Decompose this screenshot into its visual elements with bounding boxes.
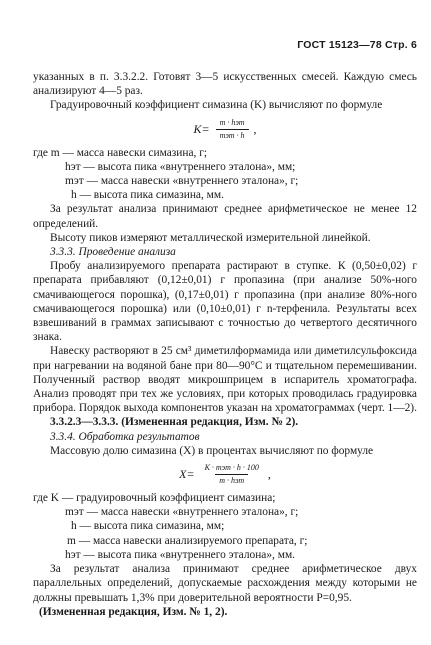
analysis-paragraph: Пробу анализируемого препарата растирают в ступке. К (0,50±0,02) г препарата прибавляют (0,12±0,01) г пропазина (при анализе 50%-ного смачивающегося порошка), (0,17±0,01) г пропазина (при анализе 80%-ного смачивающегося порошка) или (0,10±0,01) г n-терфенила. Результаты всех взвешиваний в граммах записывают с точностью до четвертого десятичного знака. xyxy=(33,260,417,344)
amendment-note-2: (Измененная редакция, Изм. № 1, 2). xyxy=(39,605,228,618)
dissolve-paragraph: Навеску растворяют в 25 см³ диметилформамида или диметилсульфоксида при нагревании на водяной бане при 80—90°С и тщательном перемешивании. Полученный раствор вводят микрошприцем в испаритель хроматографа. Анализ проводят при тех же условиях, при которых проводилась градуировка прибора. Порядок выхода компонентов указан на хроматограммах (черт. 1—2). xyxy=(33,345,417,415)
document-page xyxy=(33,70,417,619)
definition-line: m — масса навески анализируемого препарата, г; xyxy=(67,534,308,547)
result-paragraph-2: За результат анализа принимают среднее арифметическое двух параллельных определений, допускаемые расхождения между которыми не должны превышать 1,3% при доверительной вероятности P=0,95. xyxy=(33,563,417,604)
formula-coefficient-fraction xyxy=(216,118,249,141)
formula-coefficient-denominator: mэт · h xyxy=(216,129,249,141)
formula-mass-fraction-denominator: m · hэт xyxy=(215,474,248,486)
definition-line: mэт — масса навески «внутреннего эталона», г; xyxy=(65,506,299,519)
mass-fraction-paragraph: Массовую долю симазина (X) в процентах вычисляют по формуле xyxy=(50,444,374,457)
definition-line: mэт — масса навески «внутреннего эталона», г; xyxy=(65,175,299,188)
formula-coefficient-lhs: K= xyxy=(193,122,210,136)
intro-paragraph: указанных в п. 3.3.2.2. Готовят 3—5 искусственных смесей. Каждую смесь анализируют 4—5 раз. xyxy=(33,71,417,98)
definition-line: hэт — высота пика «внутреннего эталона», мм. xyxy=(65,548,296,561)
formula-coefficient-numerator: m · hэт xyxy=(219,117,245,127)
height-measure-paragraph: Высоту пиков измеряют металлической измерительной линейкой. xyxy=(50,231,371,244)
formula-mass-fraction-lhs: X= xyxy=(179,467,195,482)
result-paragraph-1: За результат анализа принимают среднее арифметическое не менее 12 определений. xyxy=(33,203,417,230)
definition-line: где K — градуировочный коэффициент симазина; xyxy=(33,492,276,505)
formula-mass-fraction-fraction xyxy=(201,463,263,486)
definition-line: где m — масса навески симазина, г; xyxy=(33,146,208,159)
definition-line: hэт — высота пика «внутреннего эталона», мм; xyxy=(65,160,296,173)
formula-mass-fraction-numerator: K · mэт · h · 100 xyxy=(204,463,259,473)
page-header: ГОСТ 15123—78 Стр. 6 xyxy=(297,39,417,51)
coefficient-paragraph: Градуировочный коэффициент симазина (K) вычисляют по формуле xyxy=(50,99,383,112)
section-heading-3-3-3: 3.3.3. Проведение анализа xyxy=(50,246,176,259)
definition-line: h — высота пика симазина, мм. xyxy=(71,189,224,202)
definition-line: h — высота пика симазина, мм; xyxy=(71,520,225,533)
section-heading-3-3-4: 3.3.4. Обработка результатов xyxy=(50,430,200,443)
formula-coefficient: K= $\frac{\text{m · hэт}}{\text{mэт · h}}$ , xyxy=(193,117,257,140)
formula-mass-fraction: X= $\frac{\text{K · mэт · h · 100}}{\text{m · hэт}}$ , xyxy=(179,463,271,486)
amendment-note-1: 3.3.2.3—3.3.3. (Измененная редакция, Изм. № 2). xyxy=(50,416,299,429)
